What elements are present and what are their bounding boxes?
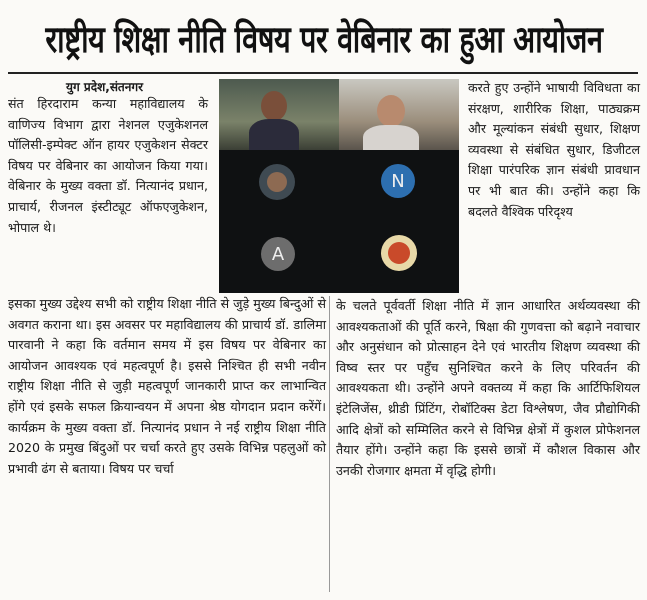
- avatar-n: [381, 164, 415, 198]
- article-paragraph-1: संत हिरदाराम कन्या महाविद्यालय के वाणिज्य विभाग द्वारा नेशनल एजुकेशनल पॉलिसी-इम्पेक्ट ऑन हायर एजुकेशन सेक्टर विषय पर वेबिनार का आयोजन किया गया। वेबिनार के मुख्य वक्ता डॉ. नित्यानंद प्रधान, प्राचार्य, रीजनल इंस्टीट्यूट ऑफएजुकेशन, भोपाल थे।: [8, 96, 208, 235]
- headline: राष्ट्रीय शिक्षा नीति विषय पर वेबिनार का हुआ आयोजन: [45, 17, 603, 61]
- avatar-initial: N: [391, 170, 405, 192]
- article-paragraph-3: इसका मुख्य उद्देश्य सभी को राष्ट्रीय शिक्षा नीति से जुड़े मुख्य बिन्दुओं से अवगत कराना था। इस अवसर पर महाविद्यालय की प्राचार्य डॉ. डालिमा पारवानी ने कहा कि वर्तमान समय में इस विषय पर वेबिनार का आयोजन आवश्यक एवं महत्वपूर्ण है। इससे निश्चित ही सभी नवीन राष्ट्रीय शिक्षा नीति से जुड़ी महत्वपूर्ण जानकारी प्राप्त कर लाभान्वित होंगे एवं इसके सफल क्रियान्वयन में अपना श्रेष्ठ योगदान प्रदान करेंगें। कार्यक्रम के मुख्य वक्ता डॉ. नित्यानंद प्रधान ने नई राष्ट्रीय शिक्षा नीति 2020 के प्रमुख बिंदुओं पर चर्चा करते हुए उसके विभिन्न पहलुओं को प्रभावी ढंग से बताया। विषय पर चर्चा: [8, 296, 326, 476]
- article-paragraph-4: के चलते पूर्ववर्ती शिक्षा नीति में ज्ञान आधारित अर्थव्यवस्था की आवश्यकताओं की पूर्ति करने, षिक्षा की गुणवत्ता को बढ़ाने नवाचार और अनुसंधान को प्रोत्साहन देने एवं भारतीय शिक्षण व्यवस्था की विष्व स्तर पर पहुँच सुनिश्चित करने के लिए परिवर्तन की आवश्यकता थी। उन्होंने अपने वक्तव्य में कहा कि आर्टिफिशियल इंटेलिजेंस, थ्रीडी प्रिंटिंग, रोबॉटिक्स डेटा विश्लेषण, जैव प्रौद्योगिकी आदि क्षेत्रों को सम्मिलित करने से विभिन्न क्षेत्रों में कुशल प्रोफेशनल तैयार होंगे। उन्होंने कहा कि इससे छात्रों में कौशल विकास और उनकी रोजगार क्षमता में वृद्धि होगी।: [336, 298, 640, 478]
- article-column-4: [336, 296, 640, 596]
- avatar-initial: A: [271, 243, 285, 265]
- video-tile-participant-n: [339, 150, 459, 221]
- video-tile-participant-a: [219, 221, 339, 292]
- avatar-a: [261, 237, 295, 271]
- video-tile-participant-logo: [339, 221, 459, 292]
- article-paragraph-2: करते हुए उन्होंने भाषायी विविधता का संरक्षण, शारीरिक शिक्षा, पाठ्यक्रम और मूल्यांकन संबंधी सुधार, शिक्षण व्यवस्था से संबंधित सुधार, डिजीटल शिक्षा पारंपरिक ज्ञान संबंधी प्रावधान पर भी बात की। उन्होंने कहा कि बदलते वैश्विक परिदृश्य: [468, 80, 640, 219]
- participant-photo-avatar: [259, 164, 295, 200]
- article-column-3: [8, 294, 326, 594]
- column-divider: [329, 296, 330, 592]
- video-tile-speaker-man: [339, 79, 459, 150]
- headline-rule: [8, 72, 638, 74]
- college-logo-avatar: [381, 235, 417, 271]
- article-column-1: [8, 94, 208, 294]
- dateline: युग प्रदेश,संतनगर: [66, 80, 144, 94]
- webinar-photo: [219, 79, 459, 293]
- article-column-2: [468, 78, 640, 296]
- video-tile-participant: [219, 150, 339, 221]
- video-tile-speaker-woman: [219, 79, 339, 150]
